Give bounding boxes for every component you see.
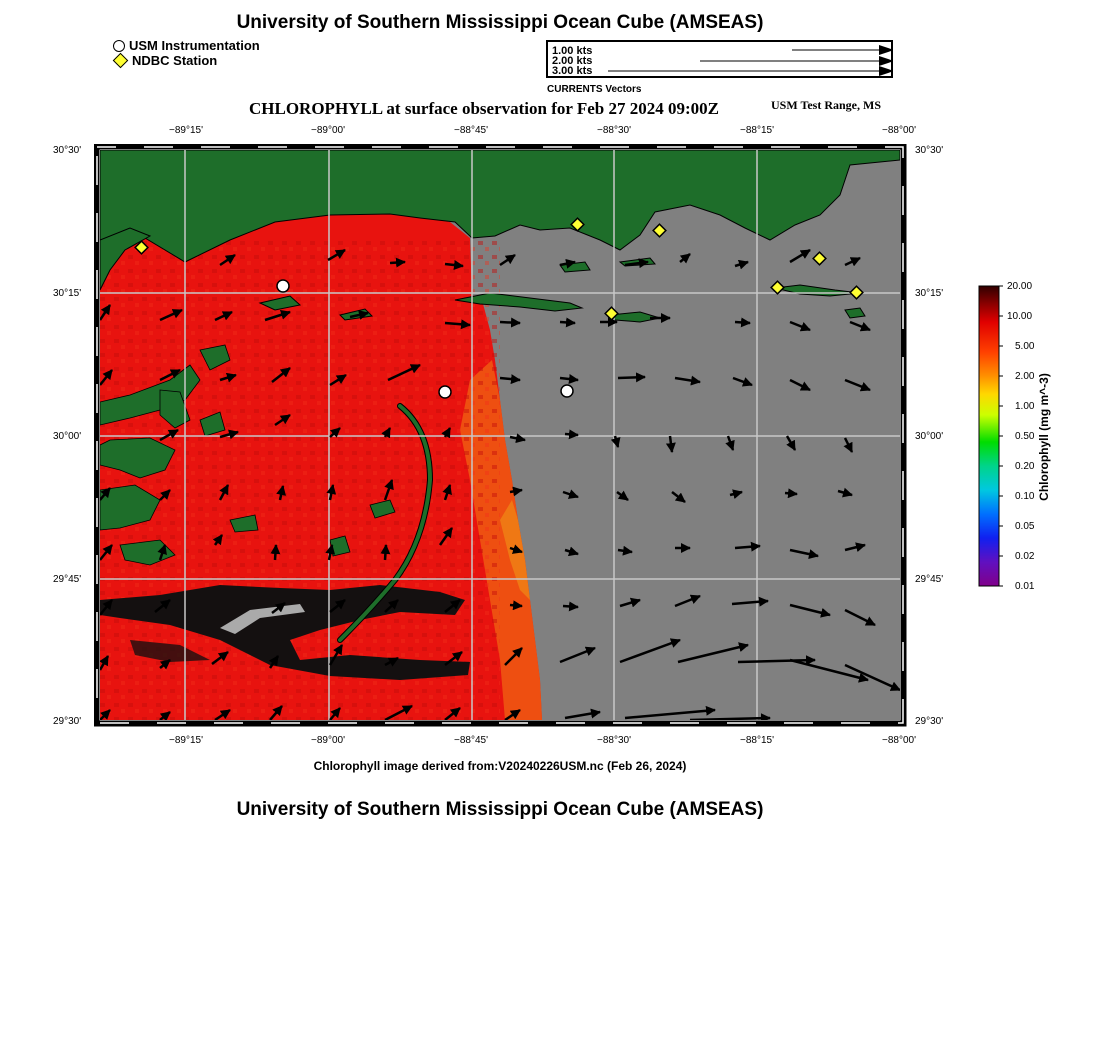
x-tick-top-2: −89°00' — [311, 125, 345, 136]
colorbar-tick-9: 0.05 — [1015, 521, 1035, 532]
vector-key-caption: CURRENTS Vectors — [547, 84, 642, 95]
colorbar-tick-1: 20.00 — [1007, 281, 1033, 292]
vector-key-speed-3: 3.00 kts — [552, 65, 593, 77]
y-tick-left-4: 29°45' — [53, 574, 82, 585]
usm-marker — [277, 280, 289, 292]
arrow-head-1kt-icon — [879, 45, 893, 55]
x-tick-bottom-5: −88°15' — [740, 735, 774, 746]
x-tick-top-6: −88°00' — [882, 125, 916, 136]
legend-usm — [113, 38, 260, 53]
y-tick-left-1: 30°30' — [53, 145, 82, 156]
page-title: University of Southern Mississippi Ocean Cube (AMSEAS) — [236, 12, 764, 33]
arrow-head-3kt-icon — [879, 66, 893, 76]
colorbar-tick-3: 5.00 — [1015, 341, 1035, 352]
y-tick-left-5: 29°30' — [53, 716, 82, 727]
colorbar-tick-5: 1.00 — [1015, 401, 1035, 412]
usm-circle-icon — [113, 40, 125, 52]
y-tick-right-2: 30°15' — [915, 288, 944, 299]
x-tick-bottom-4: −88°30' — [597, 735, 631, 746]
y-tick-right-3: 30°00' — [915, 431, 944, 442]
x-tick-top-4: −88°30' — [597, 125, 631, 136]
map-plot — [94, 144, 908, 728]
usm-marker — [561, 385, 573, 397]
footer-title: University of Southern Mississippi Ocean Cube (AMSEAS) — [236, 799, 764, 820]
y-tick-left-2: 30°15' — [53, 288, 82, 299]
y-tick-left-3: 30°00' — [53, 431, 82, 442]
arrow-head-2kt-icon — [879, 56, 893, 66]
colorbar — [975, 282, 1005, 592]
legend-usm-label: USM Instrumentation — [129, 38, 260, 53]
x-tick-bottom-2: −89°00' — [311, 735, 345, 746]
colorbar-tick-4: 2.00 — [1015, 371, 1035, 382]
colorbar-tick-2: 10.00 — [1007, 311, 1033, 322]
ndbc-diamond-icon — [113, 53, 129, 69]
vector-key-speed-2: 2.00 kts — [552, 55, 593, 67]
usm-marker — [439, 386, 451, 398]
colorbar-label: Chlorophyll (mg m^-3) — [1037, 373, 1051, 501]
range-label: USM Test Range, MS — [771, 98, 882, 112]
vector-key-box — [546, 40, 893, 78]
data-source: Chlorophyll image derived from:V20240226USM.nc (Feb 26, 2024) — [313, 759, 687, 773]
x-tick-bottom-1: −89°15' — [169, 735, 203, 746]
x-tick-top-1: −89°15' — [169, 125, 203, 136]
colorbar-tick-6: 0.50 — [1015, 431, 1035, 442]
vector-key-arrows — [548, 42, 893, 78]
colorbar-tick-8: 0.10 — [1015, 491, 1035, 502]
y-tick-right-1: 30°30' — [915, 145, 944, 156]
x-tick-bottom-3: −88°45' — [454, 735, 488, 746]
x-tick-bottom-6: −88°00' — [882, 735, 916, 746]
map-subtitle: CHLOROPHYLL at surface observation for Feb 27 2024 09:00Z — [249, 99, 719, 118]
legend-ndbc — [113, 53, 217, 68]
colorbar-tick-10: 0.02 — [1015, 551, 1035, 562]
x-tick-top-5: −88°15' — [740, 125, 774, 136]
legend-ndbc-label: NDBC Station — [132, 53, 218, 68]
colorbar-tick-7: 0.20 — [1015, 461, 1035, 472]
y-tick-right-5: 29°30' — [915, 716, 944, 727]
vector-key-speed-1: 1.00 kts — [552, 45, 593, 57]
x-tick-top-3: −88°45' — [454, 125, 488, 136]
colorbar-tick-11: 0.01 — [1015, 581, 1035, 592]
y-tick-right-4: 29°45' — [915, 574, 944, 585]
